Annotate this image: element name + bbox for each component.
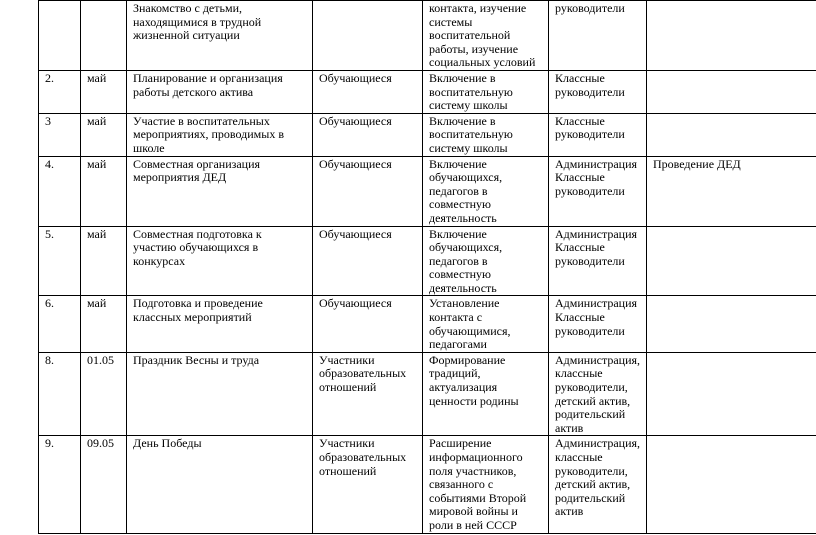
row-participants: Обучающиеся [319,226,392,241]
row-participants: Участники образовательных отношений [319,352,407,395]
row-number-cell [39,156,81,226]
row-goal: Включение обучающихся, педагогов в совместную деятельность [429,156,503,225]
row-date: 09.05 [87,436,114,451]
row-number: 6. [45,296,54,311]
row-date: 01.05 [87,352,114,367]
row-event-cell [127,1,313,71]
row-goal: Расширение информационного поля участников, связанного с событиями Второй мировой войны и роли в ней СССР [429,436,527,532]
row-note-cell [647,113,816,156]
row-event: Совместная организация мероприятия ДЕД [133,156,261,185]
row-event: Совместная подготовка к участию обучающихся в конкурсах [133,226,262,268]
row-responsible: Администрация Классные руководители [555,156,638,198]
row-participants-cell [313,70,423,113]
row-participants: Обучающиеся [319,296,392,311]
row-event-cell [127,436,313,533]
row-number-cell [39,226,81,296]
row-number-cell [39,1,81,71]
row-note-cell [647,226,816,296]
row-number-cell [39,296,81,352]
row-date-cell [81,1,127,71]
row-note-cell [647,70,816,113]
row-participants-cell [313,113,423,156]
row-note: Проведение ДЕД [653,156,741,171]
row-responsible: Администрация Классные руководители [555,296,638,338]
row-responsible-cell [549,70,647,113]
row-goal: Установление контакта с обучающимися, педагогами [429,296,511,352]
row-goal-cell [423,226,549,296]
row-goal: Формирование традиций, актуализация ценности родины [429,352,519,408]
table-row [39,226,816,296]
row-responsible: Администрация Классные руководители [555,226,638,268]
row-goal-cell [423,296,549,352]
row-responsible-cell [549,1,647,71]
row-goal: Включение в воспитательную систему школы [429,70,513,113]
row-goal-cell [423,1,549,71]
table-row [39,70,816,113]
row-participants-cell [313,352,423,436]
row-number-cell [39,113,81,156]
row-participants: Участники образовательных отношений [319,436,407,478]
row-date: май [87,296,107,311]
row-responsible: Классные руководители [555,113,625,142]
row-number: 9. [45,436,54,451]
row-event-cell [127,70,313,113]
table-row [39,1,816,71]
row-date-cell [81,113,127,156]
row-event: Планирование и организация работы детского актива [133,70,283,99]
row-event-cell [127,296,313,352]
row-event-cell [127,113,313,156]
row-date: май [87,70,107,85]
row-participants: Обучающиеся [319,156,392,171]
row-participants: Обучающиеся [319,113,392,128]
row-date: май [87,226,107,241]
row-participants-cell [313,1,423,71]
row-responsible: Администрация, классные руководители, детский актив, родительский актив [555,436,641,519]
row-event: Подготовка и проведение классных мероприятий [133,296,263,325]
row-note-cell [647,1,816,71]
row-number-cell [39,352,81,436]
row-number-cell [39,436,81,533]
row-date-cell [81,70,127,113]
row-responsible: руководители [555,1,625,15]
row-number: 8. [45,352,54,367]
row-responsible-cell [549,226,647,296]
row-event-cell [127,226,313,296]
row-goal: контакта, изучение системы воспитательной работы, изучение социальных условий [429,1,536,70]
row-date-cell [81,436,127,533]
row-participants: Обучающиеся [319,70,392,85]
row-responsible-cell [549,436,647,533]
row-responsible-cell [549,113,647,156]
row-note-cell [647,156,816,226]
row-number: 4. [45,156,54,171]
table-row [39,156,816,226]
row-date-cell [81,226,127,296]
table-row [39,113,816,156]
row-responsible-cell [549,296,647,352]
row-responsible-cell [549,156,647,226]
row-date-cell [81,156,127,226]
row-note-cell [647,352,816,436]
row-note-cell [647,436,816,533]
events-plan-table [38,0,816,534]
row-date-cell [81,296,127,352]
row-responsible-cell [549,352,647,436]
row-date-cell [81,352,127,436]
row-number: 5. [45,226,54,241]
row-goal: Включение обучающихся, педагогов в совместную деятельность [429,226,503,295]
row-event-cell [127,156,313,226]
row-responsible: Классные руководители [555,70,625,99]
table-row [39,436,816,533]
row-participants-cell [313,156,423,226]
row-event-cell [127,352,313,436]
row-participants-cell [313,296,423,352]
row-date: май [87,113,107,128]
row-goal-cell [423,436,549,533]
row-responsible: Администрация, классные руководители, детский актив, родительский актив [555,352,641,435]
row-number: 2. [45,70,54,85]
row-participants-cell [313,436,423,533]
row-date: май [87,156,107,171]
row-goal-cell [423,70,549,113]
row-goal-cell [423,113,549,156]
row-event: Праздник Весны и труда [133,352,260,367]
row-goal-cell [423,156,549,226]
table-row [39,296,816,352]
row-event: Участие в воспитательных мероприятиях, проводимых в школе [133,113,284,155]
row-number: 3 [45,113,51,128]
row-event: Знакомство с детьми, находящимися в трудной жизненной ситуации [133,1,262,43]
row-number-cell [39,70,81,113]
row-event: День Победы [133,436,202,451]
row-note-cell [647,296,816,352]
row-goal: Включение в воспитательную систему школы [429,113,513,155]
row-goal-cell [423,352,549,436]
table-row [39,352,816,436]
row-participants-cell [313,226,423,296]
